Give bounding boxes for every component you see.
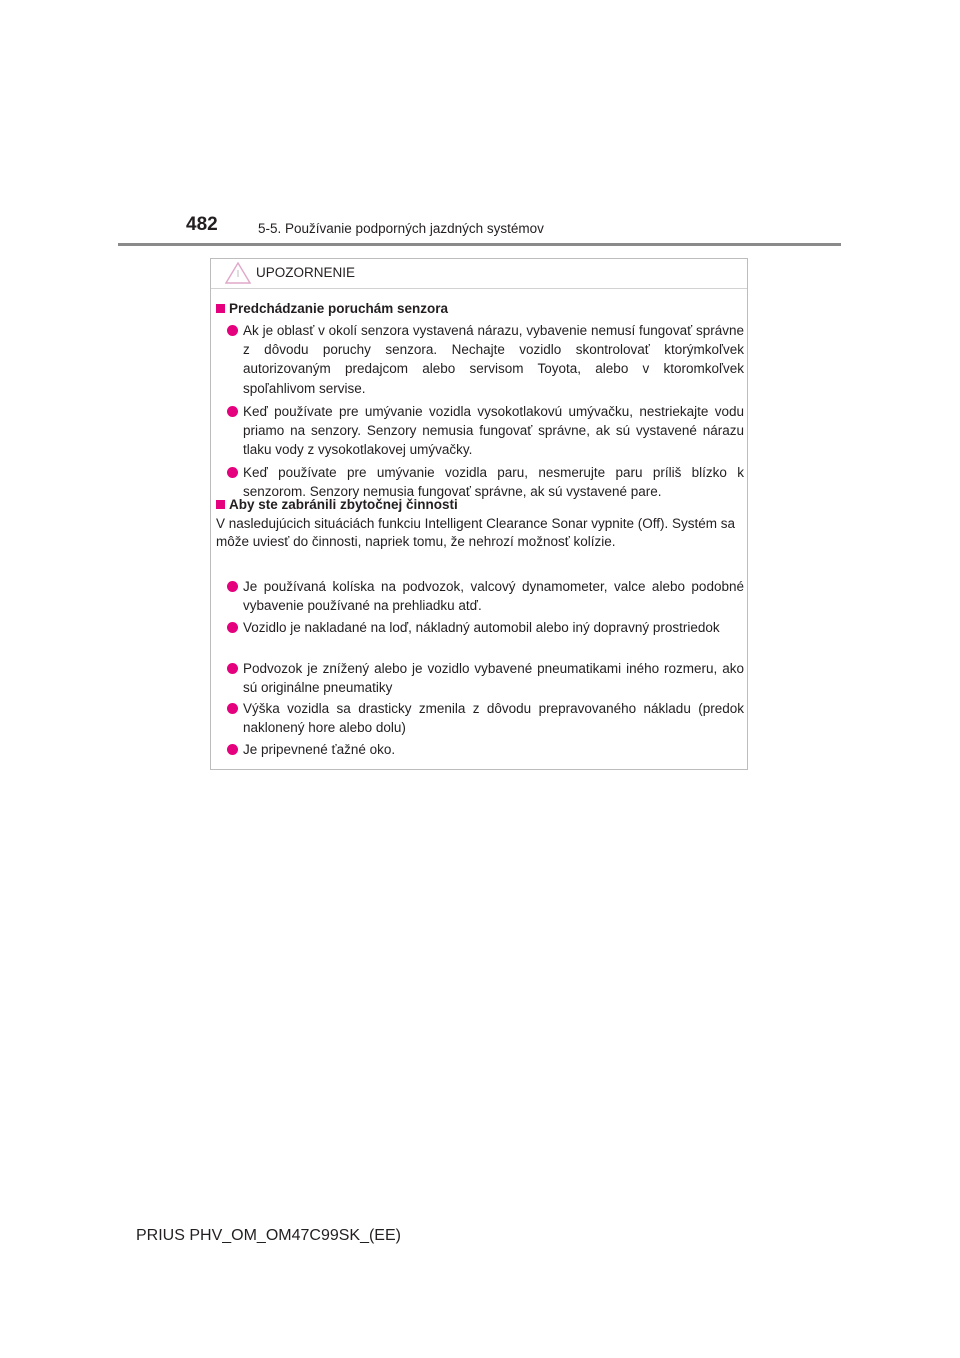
list-item [227,402,744,460]
bullet-dot-icon [227,744,238,755]
bullet-dot-icon [227,325,238,336]
bullet-dot-icon [227,406,238,417]
list-item-text: Je používaná kolíska na podvozok, valcový dynamometer, valce alebo podobné vybavenie používané na prehliadku atď. [243,579,744,614]
list-item-text: Keď používate pre umývanie vozidla vysokotlakovú umývačku, nestriekajte vodu priamo na senzory. Senzory nemusia fungovať správne, ak sú vystavené nárazu tlaku vody z vysokotlakovej umývačky. [243,404,744,458]
square-bullet-icon [216,304,225,313]
list-item [227,699,744,737]
footer-doc-id: PRIUS PHV_OM_OM47C99SK_(EE) [136,1227,401,1244]
list-item-text: Vozidlo je nakladané na loď, nákladný automobil alebo iný dopravný prostriedok [243,620,720,635]
bullet-dot-icon [227,622,238,633]
list-item-text: Je pripevnené ťažné oko. [243,742,396,757]
list-item [227,659,744,697]
list-item [227,618,744,637]
list-item-text: Podvozok je znížený alebo je vozidlo vybavené pneumatikami iného rozmeru, ako sú originálne pneumatiky [243,661,744,696]
section-intro: V nasledujúcich situáciách funkciu Intelligent Clearance Sonar vypnite (Off). Systém sa môže uviesť do činnosti, napriek tomu, že nehrozí možnosť kolízie. [216,516,736,550]
page-number: 482 [186,214,218,235]
section-heading [216,300,448,318]
bullet-dot-icon [227,663,238,674]
section-heading-text: Predchádzanie poruchám senzora [229,301,449,316]
list-item-text: Výška vozidla sa drasticky zmenila z dôvodu prepravovaného nákladu (predok naklonený hore alebo dolu) [243,701,744,736]
section-title: 5-5. Používanie podporných jazdných systémov [258,221,544,236]
section-heading [216,496,458,514]
warning-header [211,259,747,289]
square-bullet-icon [216,500,225,509]
bullet-dot-icon [227,467,238,478]
bullet-dot-icon [227,703,238,714]
warning-triangle-icon [225,262,251,284]
header-rule [118,243,841,246]
list-item-text: Ak je oblasť v okolí senzora vystavená nárazu, vybavenie nemusí fungovať správne z dôvodu poruchy senzora. Nechajte vozidlo skontrolovať ktorýmkoľvek autorizovaným predajcom alebo servisom Toyota, alebo v ktoromkoľvek spoľahlivom servise. [243,323,744,396]
bullet-dot-icon [227,581,238,592]
section-heading-text: Aby ste zabránili zbytočnej činnosti [229,497,458,512]
warning-title: UPOZORNENIE [256,265,356,280]
list-item [227,740,744,759]
list-item [227,321,744,398]
warning-box [210,258,748,770]
list-item [227,577,744,615]
list-item-text: Keď používate pre umývanie vozidla paru, nesmerujte paru príliš blízko k senzorom. Senzory nemusia fungovať správne, ak sú vystavené pare. [243,465,744,500]
